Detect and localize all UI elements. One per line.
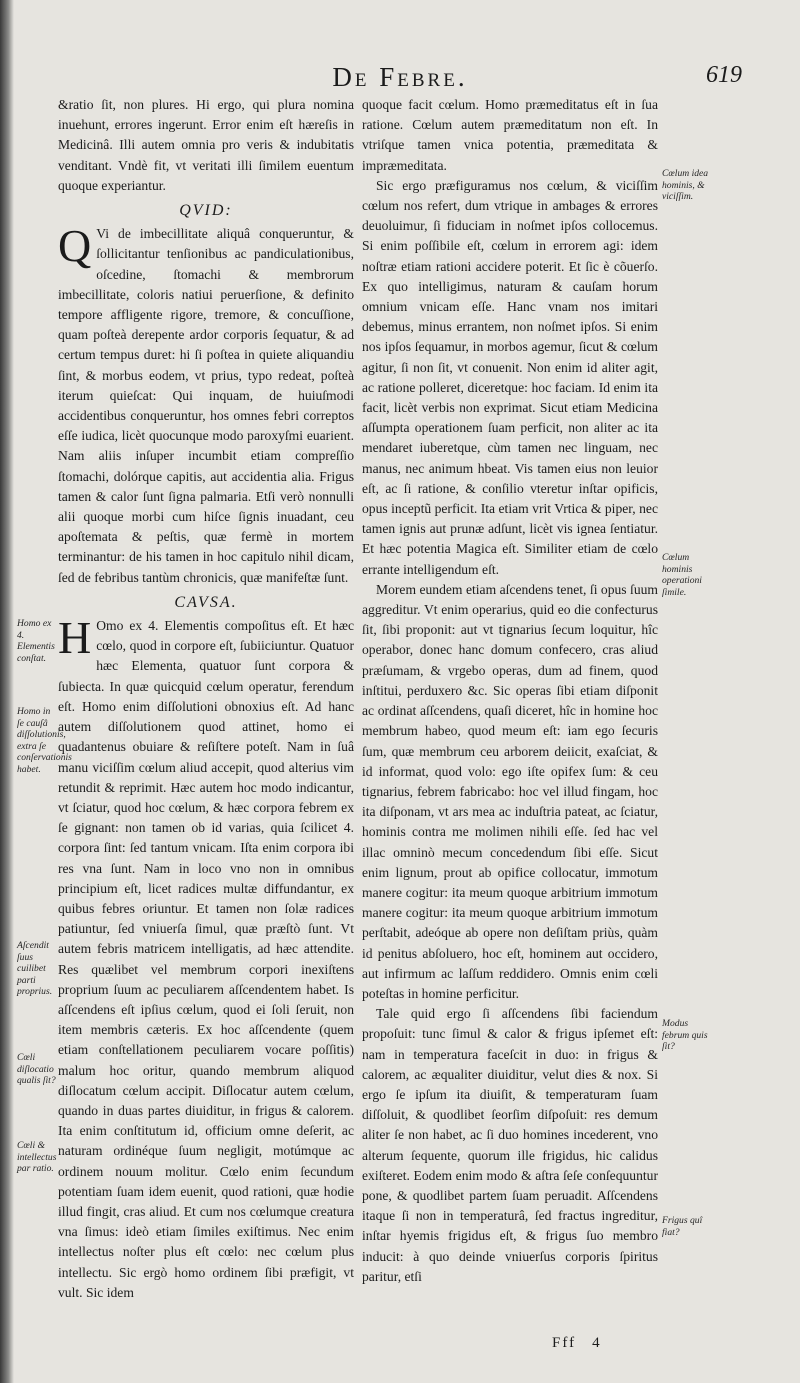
binding-gutter	[0, 0, 14, 1383]
margin-note-homo-causa: Homo in ſe cauſâ diſſolutionis, extra ſe conſervationis habet.	[17, 706, 72, 775]
margin-note-modus-febrium: Modus februm quis ſit?	[662, 1018, 708, 1052]
causa-paragraph	[58, 612, 354, 1303]
heading-quid: QVID:	[179, 202, 233, 220]
dropcap-q: Q	[58, 220, 92, 272]
heading-causa: CAVSA.	[174, 593, 238, 611]
intro-paragraph: &ratio ſit, non plures. Hi ergo, qui plura nomina inuehunt, errores ingerunt. Error enim eſt hæreſis in Medicinâ. Illi autem omnia pro veris & indubitatis venditant. Vndè fit, vt veritati illi ſimilem euentum quoque experiantur.	[58, 97, 354, 193]
left-column	[58, 95, 354, 1303]
margin-note-caelum-idea: Cœlum idea hominis, & viciſſim.	[662, 168, 709, 202]
signature-mark	[552, 1335, 602, 1352]
margin-note-ascendit: Aſcendit ſuus cuilibet parti proprius.	[17, 940, 53, 997]
right-paragraph-2: Sic ergo præfiguramus nos cœlum, & viciſſim cœlum nos refert, dum vtrique in ambages & errores deuoluimur, ſi fiduciam in noſmet ipſos collocemus. Si enim poſſibile eſt, cœlum in errorem agi: idem noſtræ etiam rationi accidere poterit. Et ſic è cõuerſo. Ex quo intelligimus, naturam & cauſam horum omnium vnicam eſſe. Hanc vnam nos imitari debemus, minus errantem, non noſmet ipſos. Si enim nos ipſos ſequamur, in morbos agemur, ſicut & cœlum agitur, ſi non ſit, vt conuenit. Non enim id aliter agit, ac ratione polleret, diceretque: hoc faciam. Id enim ita facit, licèt verbis non exprimat. Sicut etiam Medicina aſſumpta operationem ſuam perficit, non aliter ac ita mendaret iuberetque, cùm tamen nec linguam, nec manus, nec animum hbeat. Vis tamen eius non leuior eſt, ac ſi ratione, & conſilio vteretur inſtar opificis, opus inceptũ perficit. Ita etiam vrit Vrtica & piper, nec tamen ignis aut prunæ adſunt, licèt vis ignea ſentiatur. Et hæc potentia Magica eſt. Similiter etiam de cœlo errante intelligendum eſt.	[362, 177, 658, 577]
page-number: 619	[706, 62, 742, 88]
signature-number: 4	[592, 1335, 602, 1351]
right-paragraph-3: Morem eundem etiam aſcendens tenet, ſi opus ſuum aggreditur. Vt enim operarius, quid eo die confecturus ſit, ſibi proponit: aut vt tignarius ſecum loquitur, hîc operabor, donec hanc domum confecero, cras aliud præſumam, & vrgebo operas, dum ad finem, quod inſtitui, perduxero &c. Sic operas ſibi etiam diſponit ac ordinat aſſcendens, quaſi diceret, hîc in homine hoc membrum habeo, quod meum eſt: iam ego ſecuris ſum, quæ membrum ceu arborem deiicit, exaſciat, & id informat, quod volo: ego iſte opifex ſum: & ceu tignarius, febrem fabricabo: hoc vel illud fingam, hoc ita diſponam, vt ars mea ac induſtria pateat, ac ſciatur, hominis contra me molimen nihili eſſe. ſed hac vel illac omninò mecum concedendum ſibi eſſe. Sicut enim lignum, prout ab opifice collocatur, immotum manere cogitur: ita meum quoque arbitrium immotum manere cogitur: ita meum quoque arbitrium immotum perſtabit, adeóque ab opere non deſiſtam priùs, quàm id penitus abſoluero, hoc eſt, hominem aut occidero, aut infirmum ac laſſum reddidero. Omnis enim cœli poteſtas in homine perficitur.	[362, 581, 658, 1001]
running-title: De Febre.	[332, 62, 468, 92]
margin-note-frigus: Frigus quî fiat?	[662, 1215, 703, 1238]
margin-note-caeli-intellectus: Cœli & intellectus par ratio.	[17, 1140, 57, 1174]
margin-note-caelum-operationi: Cœlum hominis operationi ſimile.	[662, 552, 702, 598]
quid-text: Vi de imbecillitate aliquâ conqueruntur, & ſollicitantur tenſionibus ac pandiculationibus, oſcedine, ſtomachi & membrorum imbecillitate, coloris natiui peruerſione, & definito tempore affligente rigore, tremore, & concuſſione, quam poſteà derepente ardor corporis ſequatur, & ad certum tempus duret: hi ſi poſtea in quiete aliquandiu ſint, & morbus eodem, vt prius, typo redeat, poſteà iterum quieſcat: Qui inquam, de huiuſmodi accidentibus conqueruntur, hos omnes febri correptos eſſe iudica, licèt quocunque modo paroxyſmi euarient. Nam aliis inſuper incumbit etiam compreſſio ſtomachi, dolórque capitis, aut accidentia alia. Frigus tamen & calor ſunt ſigna palmaria. Etſi verò nonnulli alii quoque morbi cum hiſce ſignis inuadant, ceu apoſtemata & peſtis, quæ fermè in mortem terminantur: de his tamen in hoc capitulo nihil dicam, ſed de febribus tantùm chronicis, quæ manifeſtæ ſunt.	[58, 226, 354, 585]
right-paragraph-1: quoque facit cœlum. Homo præmeditatus eſt in ſua ratione. Cœlum autem præmeditatum non eſt. In vtriſque tamen vnica potentia, præmeditata & impræmeditata.	[362, 97, 658, 173]
right-column	[362, 95, 658, 1287]
signature-letters: Fff	[552, 1335, 577, 1351]
dropcap-h: H	[58, 612, 92, 664]
causa-text: Omo ex 4. Elementis compoſitus eſt. Et hæc cœlo, quod in corpore eſt, ſubiiciuntur. Quatuor hæc Elementa, quatuor ſunt corpora & ſubiecta. In quæ quicquid cœlum operatur, ferendum eſt. Homo enim diſſolutioni obnoxius eſt. Ad hanc autem diſſolutionem quod attinet, homo ei quadantenus obuiare & reſiſtere poteſt. Nam in ſuâ manu viciſſim cœlum aliud accepit, quod alterius vim retundit & reprimit. Hæc autem hoc modo indicantur, vt ſciatur, quod hoc cœlum, & hæc corpora febrem ex ſe gignant: non tamen ob id varias, quia ſcilicet 4. corpora ſint: ſed tantum vnicam. Iſta enim corpora ibi res vna ſunt. Nam in loco vno non in omnibus principium eſt, licet radices multæ diffundantur, ex quibus febres oriuntur. Et tamen non ſolæ radices patiuntur, ſed vniuerſa ſimul, quæ præſtò ſunt. Vt autem febris matricem intelligatis, ad hæc attendite. Res quælibet vel membrum corpori inexiſtens proprium ſuum ac peculiarem aſſcendentem habet. Is aſſcendens eſt ipſius cœlum, quod ei ſoli ſeruit, non item membris cæteris. Ex hoc aſſcendente (quem etiam conſtellationem peculiarem vocare poſſitis) malum hoc oritur, quando membrum aliquod diſlocatum cœlum accipit. Diſlocatur autem cœlum, quando in duas partes diuiditur, in frigus & calorem. Ita enim conſtitutum id, officium omne deſerit, ac naturam ordinéque ſuum negligit, motúmque ac ordinem nouum molitur. Cœlo enim ſecundum potentiam ſuam idem euenit, quod rationi, quæ hodie illud fingit, cras aliud. Et cum nos cœlumque creatura vna ſimus: ideò etiam ſimiles exiſtimus. Nec enim intellectus noſter plus eſt cœlo: nec cœlum plus intellectu. Sic ergò homo ordinem ſibi præfigit, vt vult. Sic idem	[58, 618, 354, 1300]
margin-note-caeli-dislocatio: Cœli diſlocatio qualis ſit?	[17, 1052, 56, 1086]
margin-note-homo-elementis: Homo ex 4. Elementis conſtat.	[17, 618, 55, 664]
right-paragraph-4: Tale quid ergo ſi aſſcendens ſibi faciendum propoſuit: tunc ſimul & calor & frigus ipſemet eſt: nam in temperatura faceſcit in duo: in frigus & calorem, ac æqualiter diuiditur, velut dies & nox. Si ergo ſe ipſum ita diuiſit, & temperaturam ſuam diſſoluit, & quodlibet ſeorſim diſpoſuit: res demum aliter ſe non habet, ac ſi duo homines incederent, vno alterum ſequente, quorum ille frigidus, hic calidus exiſteret. Eodem enim modo & aſtra ſeſe conſequuntur pone, & quodlibet partem ſuam peruadit. Aſſcendens itaque ſi non in temperaturâ, ſed fractus ingreditur, inſtar hyemis frigidus eſt, & frigus ſuo membro inducit: à quo deinde vniuerſus corporis ſpiritus paritur, etſi	[362, 1006, 658, 1284]
quid-paragraph	[58, 220, 354, 588]
